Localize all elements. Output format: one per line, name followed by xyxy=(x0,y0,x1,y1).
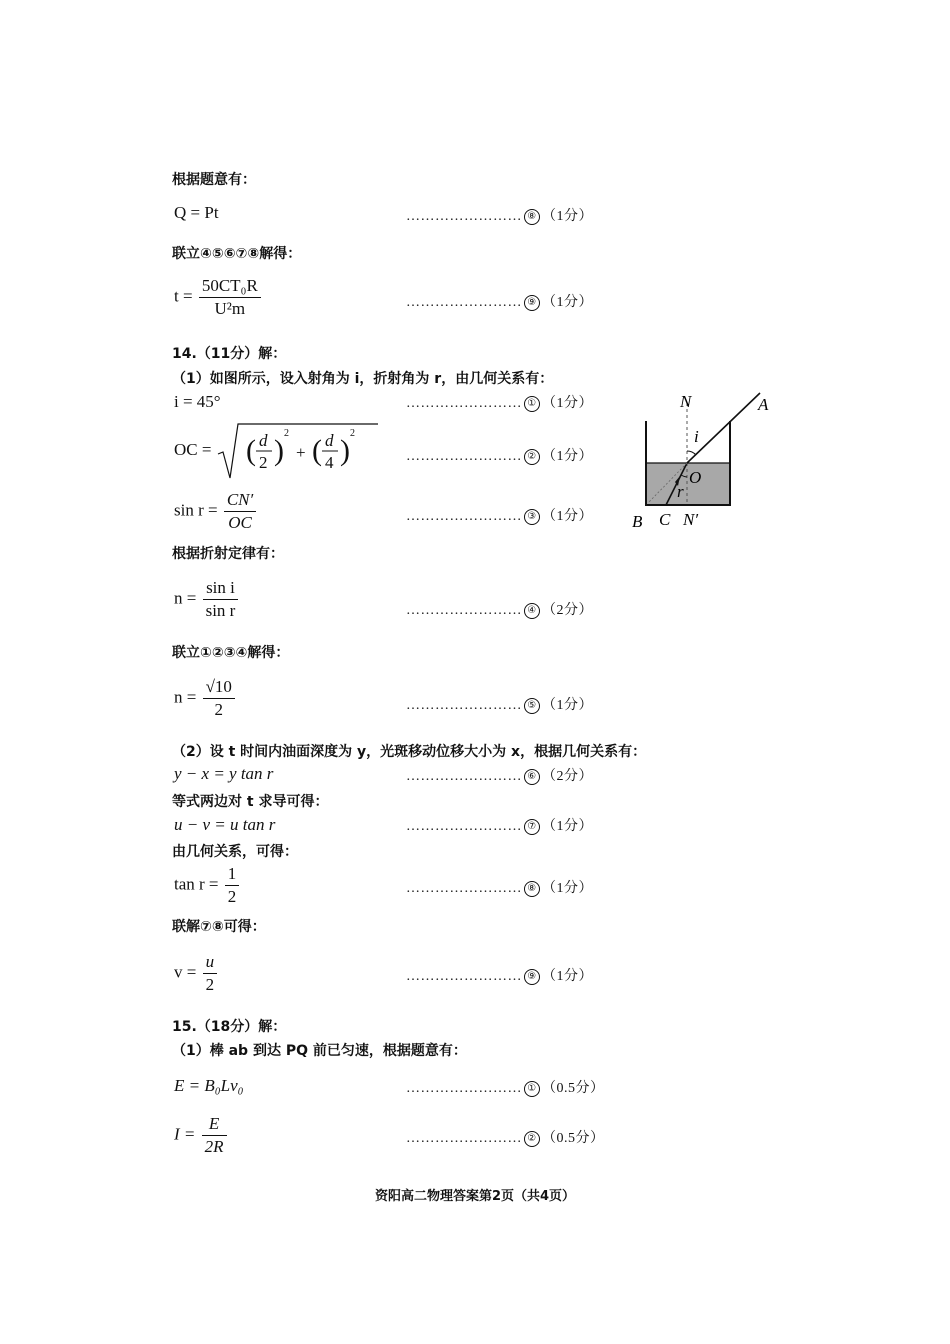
score-points: （0.5分） xyxy=(542,1131,605,1146)
score-line: …………………… ④ （2分） xyxy=(406,603,593,618)
label-o: O xyxy=(689,468,702,487)
equation-v xyxy=(174,952,219,995)
eq-denominator: sin r xyxy=(205,601,236,620)
score-number: ⑥ xyxy=(524,769,540,785)
score-number: ⑦ xyxy=(524,819,540,835)
equation-i: i = 45° xyxy=(174,392,221,411)
equation-tanr xyxy=(174,864,241,907)
eq-lhs: v = xyxy=(174,962,197,982)
label-c: C xyxy=(659,510,671,529)
score-points: （0.5分） xyxy=(542,1081,605,1096)
equation-oc xyxy=(174,420,381,482)
score-line: …………………… ⑤ （1分） xyxy=(406,698,593,713)
eq-lhs: tan r = xyxy=(174,874,219,894)
eq-numerator: 50CT₀R xyxy=(199,276,261,298)
eq-numerator: E xyxy=(202,1114,227,1136)
text-line: （1）棒 ab 到达 PQ 前已匀速，根据题意有： xyxy=(172,1043,467,1059)
label-n: N xyxy=(680,392,692,411)
equation-q-pt: Q = Pt xyxy=(174,203,219,222)
score-number: ② xyxy=(524,449,540,465)
label-n-prime: N′ xyxy=(683,510,699,529)
eq-lhs: n = xyxy=(174,687,197,707)
label-b: B xyxy=(632,512,643,531)
equation-n xyxy=(174,578,240,621)
score-points: （1分） xyxy=(542,698,593,713)
eq-numerator: u xyxy=(203,952,218,974)
eq-lhs: OC = xyxy=(174,439,212,459)
equation-t xyxy=(174,276,263,319)
question-heading: 15.（18分）解： xyxy=(172,1019,287,1035)
score-line: …………………… ⑦ （1分） xyxy=(406,819,593,834)
eq-numerator: CN′ xyxy=(224,490,256,512)
score-line: …………………… ⑨ （1分） xyxy=(406,969,593,984)
score-points: （1分） xyxy=(542,969,593,984)
score-line: …………………… ② （0.5分） xyxy=(406,1131,605,1146)
oil-layer xyxy=(646,463,730,505)
svg-text:2: 2 xyxy=(258,453,268,472)
score-number: ⑧ xyxy=(524,881,540,897)
eq-denominator: U²m xyxy=(214,299,246,318)
eq-numerator: sin i xyxy=(203,578,239,600)
score-line: …………………… ⑧ （1分） xyxy=(406,881,593,896)
score-points: （1分） xyxy=(542,209,593,224)
score-points: （2分） xyxy=(542,769,593,784)
score-number: ④ xyxy=(524,603,540,619)
score-line: …………………… ② （1分） xyxy=(406,449,593,464)
text-line: （1）如图所示，设入射角为 i，折射角为 r，由几何关系有： xyxy=(172,371,554,387)
eq-denominator: 2 xyxy=(214,700,224,719)
score-points: （1分） xyxy=(542,449,593,464)
score-line: …………………… ⑥ （2分） xyxy=(406,769,593,784)
svg-text:(: ( xyxy=(245,434,256,467)
score-points: （1分） xyxy=(542,396,593,411)
score-line: …………………… ⑨ （1分） xyxy=(406,295,593,310)
angle-i-arc xyxy=(687,451,696,455)
equation-n-result xyxy=(174,677,237,720)
eq-lhs: t = xyxy=(174,286,193,306)
refraction-diagram xyxy=(620,385,780,535)
score-number: ⑨ xyxy=(524,295,540,311)
eq-numerator: √10 xyxy=(203,677,235,699)
score-points: （1分） xyxy=(542,295,593,310)
text-line: 联立④⑤⑥⑦⑧解得： xyxy=(172,246,302,262)
text-line: 联立①②③④解得： xyxy=(172,645,290,661)
score-points: （1分） xyxy=(542,819,593,834)
score-points: （1分） xyxy=(542,881,593,896)
eq-denominator: OC xyxy=(228,513,252,532)
eq-denominator: 2 xyxy=(205,975,215,994)
score-number: ① xyxy=(524,396,540,412)
eq-denominator: 2R xyxy=(204,1137,224,1156)
svg-text:+: + xyxy=(295,443,306,462)
eq-lhs: I = xyxy=(174,1124,196,1144)
svg-text:(: ( xyxy=(311,434,322,467)
score-number: ② xyxy=(524,1131,540,1147)
text-line: 由几何关系，可得： xyxy=(172,844,298,860)
score-points: （1分） xyxy=(542,509,593,524)
score-points: （2分） xyxy=(542,603,593,618)
text-line: 等式两边对 t 求导可得： xyxy=(172,794,329,810)
text-line: 联解⑦⑧可得： xyxy=(172,919,266,935)
text-line: （2）设 t 时间内油面深度为 y，光斑移动位移大小为 x，根据几何关系有： xyxy=(172,744,647,760)
eq-numerator: 1 xyxy=(225,864,240,886)
svg-text:2: 2 xyxy=(283,428,289,439)
svg-text:4: 4 xyxy=(324,453,334,472)
label-a: A xyxy=(758,395,769,414)
svg-text:): ) xyxy=(273,434,284,467)
label-i: i xyxy=(694,427,699,446)
svg-text:d: d xyxy=(258,431,268,450)
score-number: ③ xyxy=(524,509,540,525)
score-number: ① xyxy=(524,1081,540,1097)
score-line: …………………… ① （1分） xyxy=(406,396,593,411)
svg-text:d: d xyxy=(324,431,334,450)
score-line: …………………… ⑧ （1分） xyxy=(406,209,593,224)
text-line: 根据题意有： xyxy=(172,172,256,188)
question-heading: 14.（11分）解： xyxy=(172,346,287,362)
sqrt-expression xyxy=(216,420,381,482)
score-number: ⑤ xyxy=(524,698,540,714)
eq-lhs: n = xyxy=(174,588,197,608)
equation-e: E = B₀Lv₀ xyxy=(174,1076,244,1095)
score-number: ⑧ xyxy=(524,209,540,225)
svg-text:): ) xyxy=(339,434,350,467)
svg-text:2: 2 xyxy=(349,428,355,439)
equation-sinr xyxy=(174,490,258,533)
equation-yx: y − x = y tan r xyxy=(174,764,274,783)
page-footer: 资阳高二物理答案第2页（共4页） xyxy=(374,1189,576,1204)
eq-denominator: 2 xyxy=(227,887,237,906)
score-line: …………………… ① （0.5分） xyxy=(406,1081,605,1096)
score-line: …………………… ③ （1分） xyxy=(406,509,593,524)
label-r: r xyxy=(677,482,684,501)
text-line: 根据折射定律有： xyxy=(172,546,284,562)
eq-lhs: sin r = xyxy=(174,500,218,520)
equation-uv: u − v = u tan r xyxy=(174,815,276,834)
score-number: ⑨ xyxy=(524,969,540,985)
equation-i-current xyxy=(174,1114,229,1157)
